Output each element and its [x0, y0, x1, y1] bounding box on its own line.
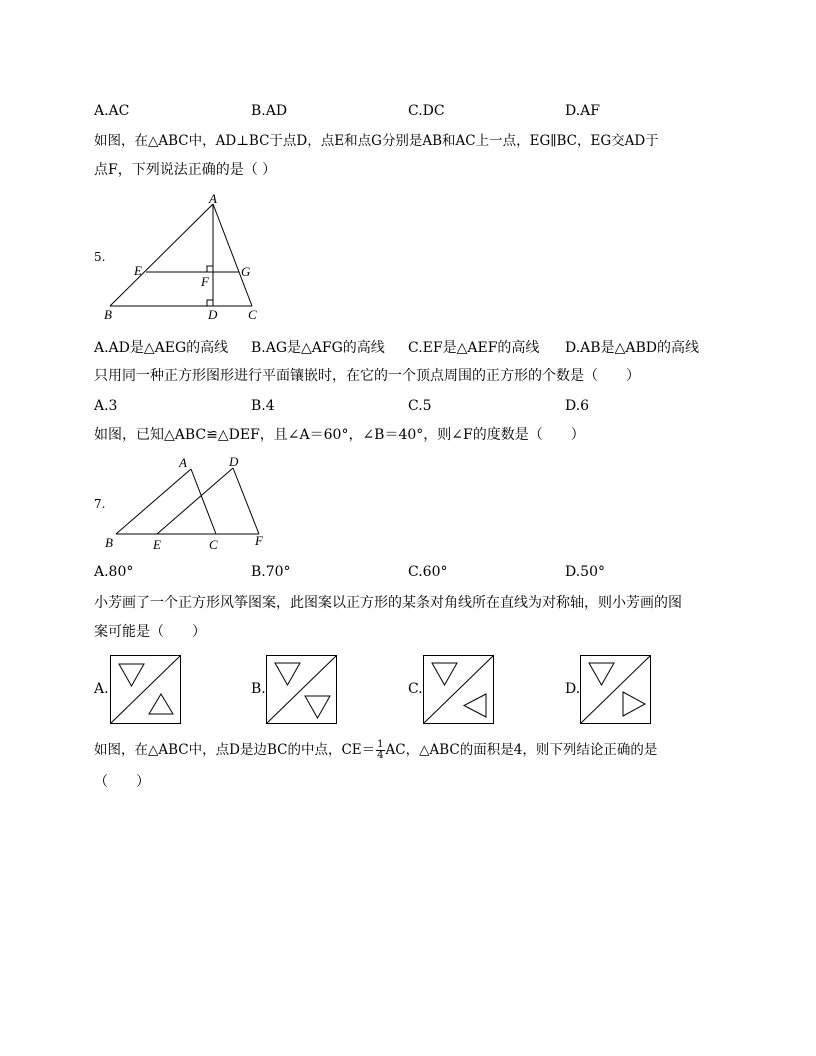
q7-label-f: F — [255, 533, 263, 548]
q9-stem-line1 — [94, 740, 657, 761]
q8-option-c-label: C. — [408, 681, 423, 697]
q4-option-d: D.AF — [565, 103, 600, 119]
q5-side-ab — [110, 204, 213, 306]
q6-option-c: C.5 — [408, 398, 432, 414]
q5-option-a: A.AD是△AEG的高线 — [94, 340, 229, 356]
q5-label-d: D — [208, 307, 218, 322]
q5-label-b: B — [104, 307, 112, 322]
q8-option-a-figure — [109, 654, 183, 726]
q5-option-c: C.EF是△AEF的高线 — [408, 340, 540, 356]
q6-option-d: D.6 — [565, 398, 590, 414]
q6-stem: 只用同一种正方形图形进行平面镶嵌时，在它的一个顶点周围的正方形的个数是（ ） — [94, 368, 640, 384]
q9-fraction-numerator: 1 — [377, 739, 384, 750]
q7-option-d: D.50° — [565, 564, 605, 580]
q8-option-b-label: B. — [251, 681, 266, 697]
q7-number: 7. — [94, 497, 106, 511]
q8-option-a-label: A. — [94, 681, 109, 697]
q6-option-a: A.3 — [94, 398, 118, 414]
q5-label-c: C — [248, 307, 257, 322]
q5-stem-line1: 如图，在△ABC中，AD⊥BC于点D，点E和点G分别是AB和AC上一点，EG∥BC，EG交AD于 — [94, 133, 659, 149]
q8-stem-line2: 案可能是（ ） — [94, 624, 206, 640]
q8-option-c-figure — [422, 654, 496, 726]
q7-side-df — [233, 468, 259, 534]
q7-label-e: E — [153, 537, 161, 552]
q5-number: 5. — [94, 250, 106, 264]
q7-option-c: C.60° — [408, 564, 448, 580]
q7-option-b: B.70° — [251, 564, 291, 580]
q7-side-ba — [116, 469, 191, 534]
q8-option-d-label: D. — [565, 681, 581, 697]
q7-label-c: C — [209, 537, 218, 552]
q7-triangles-figure — [100, 452, 270, 554]
q4-option-a: A.AC — [94, 103, 130, 119]
q5-option-b: B.AG是△AFG的高线 — [251, 340, 385, 356]
q5-label-g: G — [241, 264, 251, 279]
q7-stem: 如图，已知△ABC≌△DEF，且∠A＝60°，∠B＝40°，则∠F的度数是（ ） — [94, 427, 585, 443]
q7-label-d: D — [229, 454, 239, 469]
q8-stem-line1: 小芳画了一个正方形风筝图案，此图案以正方形的某条对角线所在直线为对称轴，则小芳画的图 — [94, 595, 682, 611]
q4-option-c: C.DC — [408, 103, 445, 119]
q9-stem-after: AC，△ABC的面积是4，则下列结论正确的是 — [385, 742, 658, 758]
q4-option-b: B.AD — [251, 103, 288, 119]
q8-option-b-figure — [265, 654, 339, 726]
q5-stem-line2: 点F，下列说法正确的是（ ） — [94, 162, 277, 178]
q7-label-b: B — [105, 535, 113, 550]
q9-fraction — [376, 740, 384, 761]
q9-stem-line2: （ ） — [94, 774, 150, 790]
q7-side-ed — [157, 468, 233, 534]
q5-right-angle-d — [207, 300, 213, 306]
q5-side-ac — [213, 204, 252, 306]
q5-triangle-figure — [100, 190, 270, 325]
q5-label-e: E — [134, 263, 142, 278]
q7-option-a: A.80° — [94, 564, 134, 580]
q7-label-a: A — [179, 455, 187, 470]
q9-fraction-denominator: 4 — [377, 750, 384, 761]
q8-option-d-figure — [579, 654, 653, 726]
q5-label-a: A — [209, 191, 217, 206]
q5-right-angle-f — [207, 266, 213, 272]
q9-stem-before: 如图，在△ABC中，点D是边BC的中点，CE＝ — [94, 742, 376, 758]
q6-option-b: B.4 — [251, 398, 275, 414]
q5-label-f: F — [201, 274, 209, 289]
q5-option-d: D.AB是△ABD的高线 — [565, 340, 699, 356]
